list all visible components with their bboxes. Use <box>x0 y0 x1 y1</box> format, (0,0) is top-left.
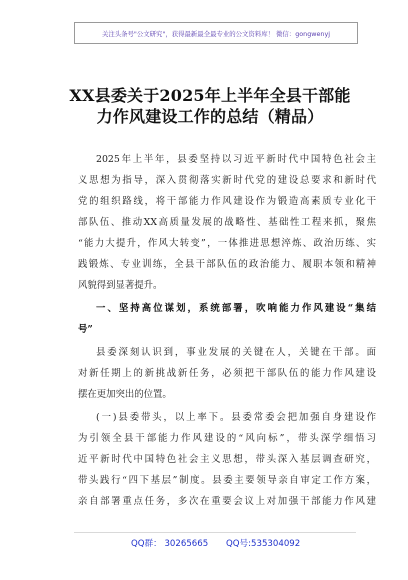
footer-qq-group: QQ群： 30265665 <box>131 539 209 549</box>
paragraph-1-line-2: 义思想为指导，深入贯彻落实新时代党的建设总要求和新时代 <box>78 175 376 186</box>
paragraph-1-line-3: 党的组织路线，将干部能力作风建设作为锻造高素质专业化干 <box>78 196 376 207</box>
section-1-heading-line-1: 一、坚持高位谋划，系统部署，吹响能力作风建设“集结 <box>96 303 376 314</box>
paragraph-1-line-1: 2025年上半年，县委坚持以习近平新时代中国特色社会主 <box>96 154 376 165</box>
paragraph-3-line-1: (一)县委带头，以上率下。县委常委会把加强自身建设作 <box>96 412 376 423</box>
paragraph-2-line-3: 摆在更加突出的位置。 <box>78 389 172 400</box>
paragraph-1-line-7: 风貌得到显著提升。 <box>78 280 163 291</box>
paragraph-3-line-4: 带头践行“四下基层”制度。县委主要领导亲自审定工作方案， <box>78 475 376 486</box>
document-title-line-2: 力作风建设工作的总结（精品） <box>96 107 324 126</box>
paragraph-1-line-5: “能力大提升，作风大转变”，一体推进思想淬炼、政治历练、实 <box>78 238 376 249</box>
paragraph-3-line-5: 亲自部署重点任务，多次在重要会议上对加强干部能力作风建 <box>78 496 376 507</box>
paragraph-2-line-2: 对新任期上的新挑战新任务，必须把干部队伍的能力作风建设 <box>78 368 376 379</box>
header-notice-text: 关注头条号"公文研究"，获得最新最全最专业的公文资料库！ 微信：gongwenyj <box>101 29 331 38</box>
paragraph-3-line-3: 近平新时代中国特色社会主义思想，带头深入基层调查研究， <box>78 454 376 465</box>
paragraph-3-line-2: 为引领全县干部能力作风建设的“风向标”，带头深学细悟习 <box>78 433 376 444</box>
document-title-line-1: XX县委关于2025年上半年全县干部能 <box>69 86 351 105</box>
paragraph-1-line-4: 部队伍、推动XX高质量发展的战略性、基础性工程来抓，聚焦 <box>78 217 376 228</box>
footer-qq-number: QQ号:535304092 <box>226 539 301 549</box>
section-1-heading-line-2: 号” <box>78 324 93 335</box>
paragraph-2-line-1: 县委深刻认识到，事业发展的关键在人，关键在干部。面 <box>96 347 376 358</box>
header-notice-box <box>74 22 358 44</box>
footer-divider <box>74 532 356 533</box>
paragraph-1-line-6: 践锻炼、专业训练，全县干部队伍的政治能力、履职本领和精神 <box>78 259 376 270</box>
